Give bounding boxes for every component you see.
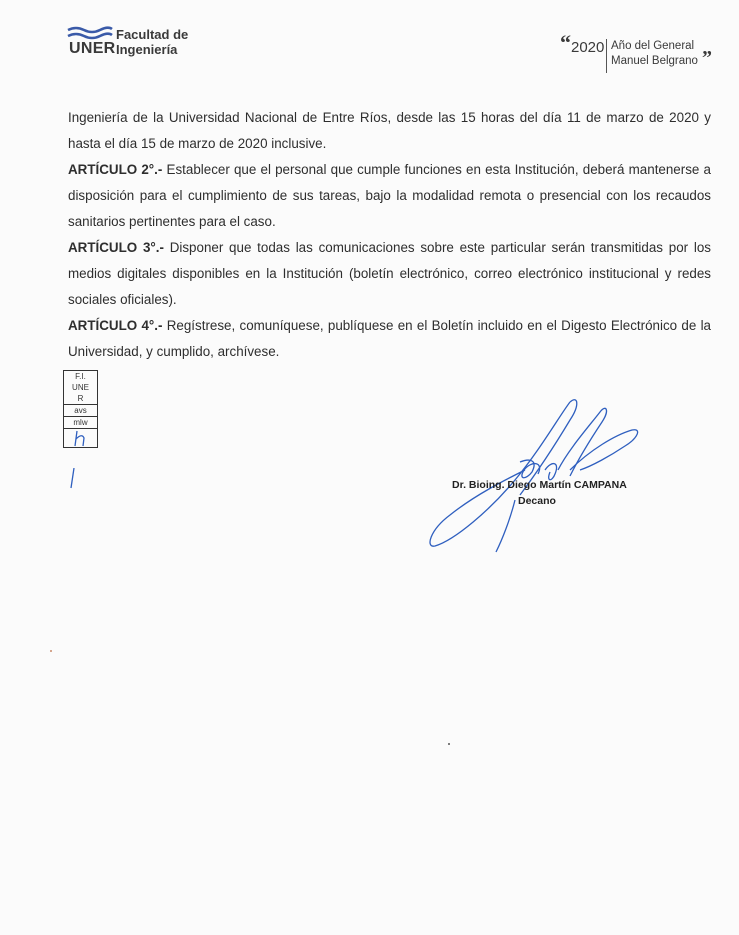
- resolution-body: [68, 105, 711, 365]
- initials-line: F.I.: [75, 372, 86, 381]
- logo-faculty-line1: Facultad de: [116, 27, 189, 42]
- initials-handwritten-mark: [64, 428, 97, 448]
- initials-line: mlw: [64, 416, 97, 428]
- waves-icon: [66, 26, 114, 40]
- signer-name: Dr. Bioing. Diego Martín CAMPANA: [452, 479, 627, 491]
- initials-line: UNE: [72, 383, 89, 392]
- paper-speck: [50, 650, 52, 652]
- article-4: [68, 313, 711, 365]
- initials-line: avs: [64, 404, 97, 416]
- article-3-heading: ARTÍCULO 3°.-: [68, 240, 164, 255]
- article-2-heading: ARTÍCULO 2°.-: [68, 162, 163, 177]
- initial-scribble-tail-icon: [68, 468, 82, 490]
- motto-open-quote: “: [560, 30, 571, 55]
- paper-speck: [448, 743, 450, 745]
- motto-line2: Manuel Belgrano: [611, 55, 698, 67]
- motto-year: 2020: [571, 39, 605, 56]
- motto-divider: [606, 39, 607, 73]
- intro-paragraph: Ingeniería de la Universidad Nacional de Entre Ríos, desde las 15 horas del día 11 de marzo de 2020 y hasta el día 15 de marzo de 2020 inclusive.: [68, 110, 711, 151]
- motto-line1: Año del General: [611, 40, 695, 52]
- article-2: [68, 157, 711, 235]
- initial-scribble-icon: [64, 429, 97, 447]
- logo-uner-text: UNER: [69, 40, 116, 57]
- article-2-text: Establecer que el personal que cumple funciones en esta Institución, deberá mantenerse a disposición para el cumplimiento de sus tareas, bajo la modalidad remota o presencial con los recaudos sanitarios pertinentes para el caso.: [68, 162, 711, 229]
- signer-role: Decano: [518, 495, 556, 507]
- logo-faculty-line2: Ingeniería: [116, 42, 178, 57]
- signature-scribble-icon: [420, 390, 660, 560]
- motto-close-quote: ”: [702, 47, 712, 69]
- initials-box: [63, 370, 98, 448]
- article-3-text: Disponer que todas las comunicaciones sobre este particular serán transmitidas por los medios digitales disponibles en la Institución (boletín electrónico, correo electrónico institucional y redes sociales oficiales).: [68, 240, 711, 307]
- article-4-heading: ARTÍCULO 4°.-: [68, 318, 163, 333]
- initials-line: R: [77, 394, 84, 403]
- article-3: [68, 235, 711, 313]
- article-4-text: Regístrese, comuníquese, publíquese en el Boletín incluido en el Digesto Electrónico de la Universidad, y cumplido, archívese.: [68, 318, 711, 359]
